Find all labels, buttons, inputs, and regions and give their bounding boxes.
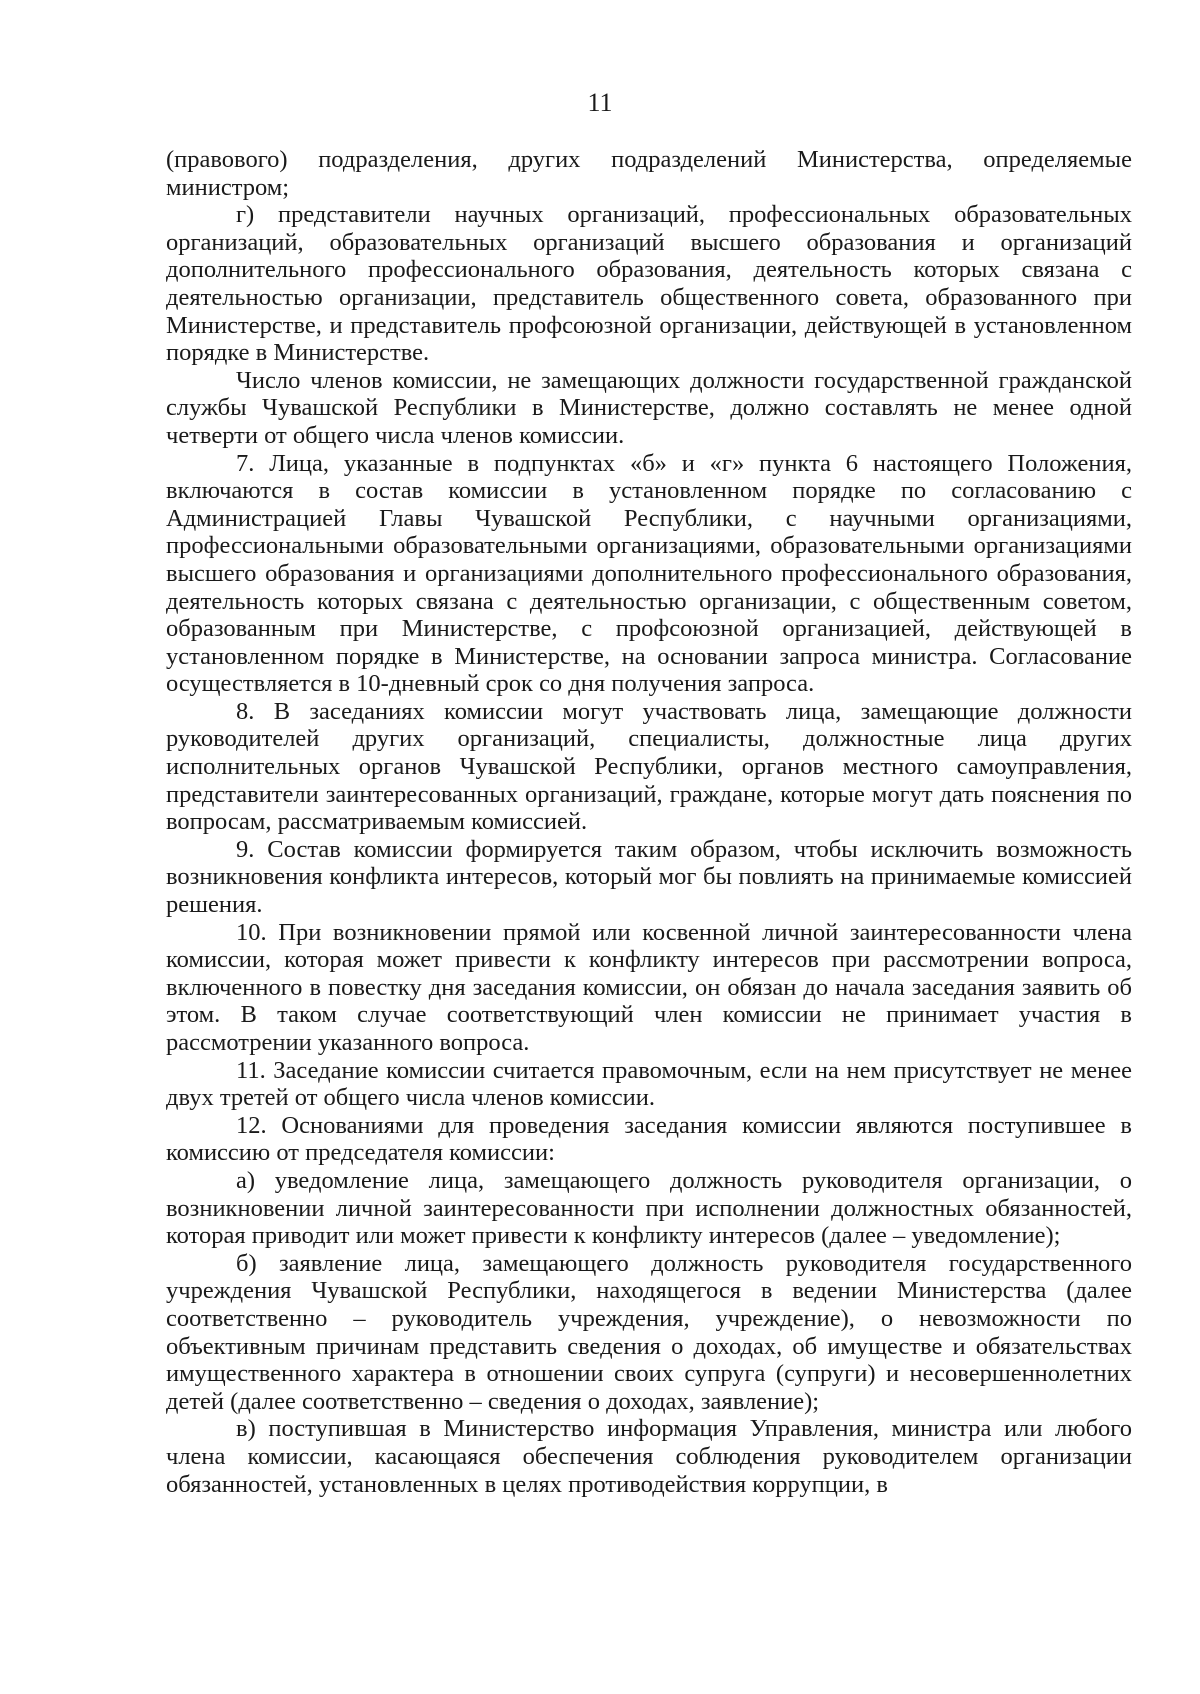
paragraph: б) заявление лица, замещающего должность руководителя государственного учреждения Чувашской Республики, находящегося в ведении Министерства (далее соответственно – руководитель учреждения, учреждение), о невозможности по объективным причинам представить сведения о доходах, об имуществе и обязательствах имущественного характера в отношении своих супруга (супруги) и несовершеннолетних детей (далее соответственно – сведения о доходах, заявление); <box>166 1249 1132 1415</box>
paragraph: 11. Заседание комиссии считается правомочным, если на нем присутствует не менее двух третей от общего числа членов комиссии. <box>166 1056 1132 1112</box>
paragraph: 12. Основаниями для проведения заседания комиссии являются поступившее в комиссию от председателя комиссии: <box>166 1111 1132 1167</box>
paragraph: 10. При возникновении прямой или косвенной личной заинтересованности члена комиссии, которая может привести к конфликту интересов при рассмотрении вопроса, включенного в повестку дня заседания комиссии, он обязан до начала заседания заявить об этом. В таком случае соответствующий член комиссии не принимает участия в рассмотрении указанного вопроса. <box>166 918 1132 1056</box>
page-number: 11 <box>587 88 613 117</box>
paragraph: 7. Лица, указанные в подпунктах «б» и «г» пункта 6 настоящего Положения, включаются в состав комиссии в установленном порядке по согласованию с Администрацией Главы Чувашской Республики, с научными организациями, профессиональными образовательными организациями, образовательными организациями высшего образования и организациями дополнительного профессионального образования, деятельность которых связана с деятельностью организации, с общественным советом, образованным при Министерстве, с профсоюзной организацией, действующей в установленном порядке в Министерстве, на основании запроса министра. Согласование осуществляется в 10-дневный срок со дня получения запроса. <box>166 449 1132 698</box>
paragraph: а) уведомление лица, замещающего должность руководителя организации, о возникновении личной заинтересованности при исполнении должностных обязанностей, которая приводит или может привести к конфликту интересов (далее – уведомление); <box>166 1166 1132 1250</box>
paragraph: в) поступившая в Министерство информация Управления, министра или любого члена комиссии, касающаяся обеспечения соблюдения руководителем организации обязанностей, установленных в целях противодействия коррупции, в <box>166 1415 1132 1498</box>
paragraph: Число членов комиссии, не замещающих должности государственной гражданской службы Чувашской Республики в Министерстве, должно составлять не менее одной четверти от общего числа членов комиссии. <box>166 366 1132 449</box>
paragraph: (правового) подразделения, других подразделений Министерства, определяемые министром; <box>166 146 1132 201</box>
paragraph: 9. Состав комиссии формируется таким образом, чтобы исключить возможность возникновения конфликта интересов, который мог бы повлиять на принимаемые комиссией решения. <box>166 835 1132 919</box>
document-body <box>166 146 1132 1498</box>
paragraph: 8. В заседаниях комиссии могут участвовать лица, замещающие должности руководителей других организаций, специалисты, должностные лица других исполнительных органов Чувашской Республики, органов местного самоуправления, представители заинтересованных организаций, граждане, которые могут дать пояснения по вопросам, рассматриваемым комиссией. <box>166 697 1132 836</box>
paragraph: г) представители научных организаций, профессиональных образовательных организаций, образовательных организаций высшего образования и организаций дополнительного профессионального образования, деятельность которых связана с деятельностью организации, представитель общественного совета, образованного при Министерстве, и представитель профсоюзной организации, действующей в установленном порядке в Министерстве. <box>166 201 1132 367</box>
